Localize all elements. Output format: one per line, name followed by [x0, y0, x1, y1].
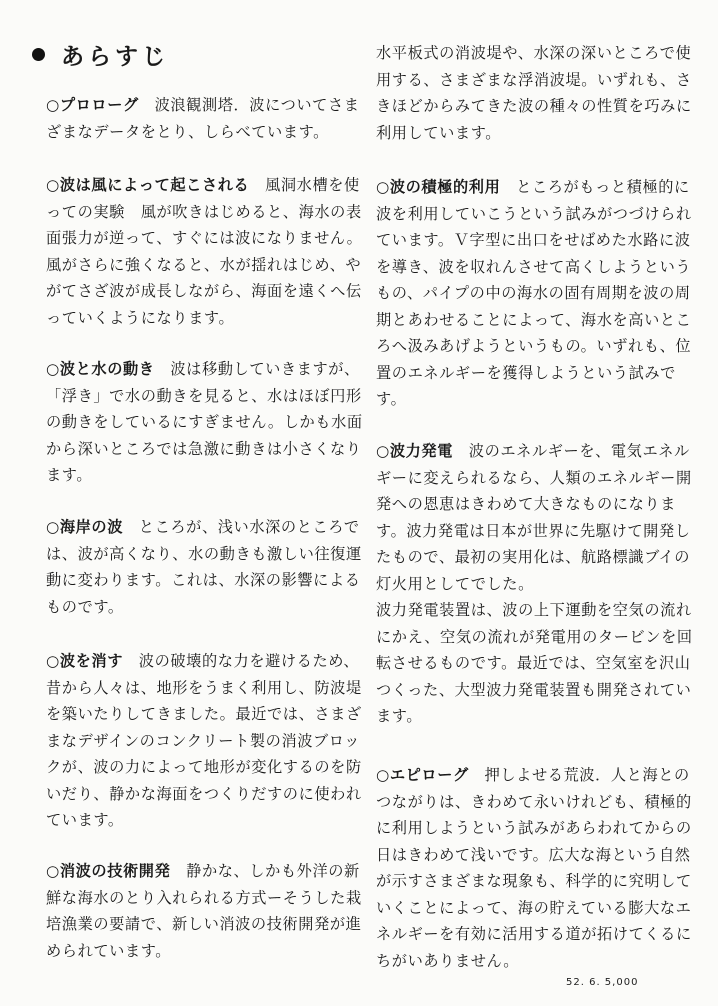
- bullet-icon: [32, 48, 45, 61]
- section-body: ところが、浅い水深のところでは、波が高くなり、水の動きも激しい往復運動に変わります。これは、水深の影響によるものです。: [46, 518, 362, 616]
- section-body: ところがもっと積極的に波を利用していこうという試みがつづけられています。Ｖ字型に出口をせばめた水路に波を導き、波を収れんさせて高くしようというもの、パイプの中の海水の固有周期を波の周期とあわせることによって、海水を高いところへ汲みあげようというもの。いずれも、位置のエネルギーを獲得しようという試みです。: [376, 178, 692, 408]
- continued-paragraph: 水平板式の消波堤や、水深の深いところで使用する、さまざまな浮消波堤。いずれも、さきほどからみてきた波の種々の性質を巧みに利用しています。: [376, 44, 692, 142]
- print-date-footer: 52. 6. 5,000: [566, 977, 639, 988]
- section-title: ○ 海岸の波: [46, 518, 123, 536]
- section-body: 風洞水槽を使っての実験 風が吹きはじめると、海水の表面張力が逆って、すぐには波になりません。風がさらに強くなると、水が揺れはじめ、やがてさざ波が成長しながら、海面を遠くへ伝っていくようになります。: [46, 176, 363, 327]
- section-title: ○ プロローグ: [46, 96, 139, 114]
- section-body: 波のエネルギーを、電気エネルギーに変えられるなら、人類のエネルギー開発への恩恵はきわめて大きなものになります。波力発電は日本が世界に先駆けて開発したもので、最初の実用化は、航路標識ブイの灯火用としてでした。: [376, 442, 692, 593]
- page-heading: [32, 38, 169, 71]
- section-damping-tech: [46, 858, 366, 964]
- section-body: 静かな、しかも外洋の新鮮な海水のとり入れられる方式ーそうした栽培漁業の要請で、新しい消波の技術開発が進められています。: [46, 862, 362, 960]
- section-title: ○ エピローグ: [376, 766, 469, 784]
- section-title: ○ 波の積極的利用: [376, 178, 500, 196]
- section-body: 波の破壊的な力を避けるため、昔から人々は、地形をうまく利用し、防波堤を築いたりしてきました。最近では、さまざまなデザインのコンクリート製の消波ブロックが、波の力によって地形が変化するのを防いだり、静かな海面をつくりだすのに使われています。: [46, 652, 362, 829]
- section-continued-text: [376, 40, 696, 146]
- section-title: ○ 波力発電: [376, 442, 453, 460]
- section-wave-water-motion: [46, 356, 366, 489]
- section-body: 押しよせる荒波．人と海とのつながりは、きわめて永いけれども、積極的に利用しようという試みがあらわれてからの日はきわめて浅いです。広大な海という自然が示すさまざまな現象も、科学的に究明していくことによって、海の貯えている膨大なエネルギーを有効に活用する道が拓けてくるにちがいありません。: [376, 766, 692, 970]
- section-epilogue: [376, 762, 696, 974]
- section-wave-power: [376, 438, 696, 730]
- section-body: 波は移動していきますが、「浮き」で水の動きを見ると、水はほぼ円形の動きをしているにすぎません。しかも水面から深いところでは急激に動きは小さくなります。: [46, 360, 363, 484]
- section-active-use: [376, 174, 696, 413]
- section-title: ○ 波は風によって起こされる: [46, 176, 249, 194]
- section-prologue: [46, 92, 366, 145]
- section-title: ○ 波と水の動き: [46, 360, 155, 378]
- section-title: ○ 消波の技術開発: [46, 862, 170, 880]
- section-body: 波浪観測塔．波についてさまざまなデータをとり、しらべています。: [46, 96, 360, 141]
- section-wind-waves: [46, 172, 366, 331]
- section-title: ○ 波を消す: [46, 652, 123, 670]
- heading-text: あらすじ: [61, 44, 169, 70]
- section-body-2: 波力発電装置は、波の上下運動を空気の流れにかえ、空気の流れが発電用のタービンを回転させるものです。最近では、空気室を沢山つくった、大型波力発電装置も開発されています。: [376, 601, 693, 725]
- section-coastal-waves: [46, 514, 366, 620]
- section-wave-damping: [46, 648, 366, 834]
